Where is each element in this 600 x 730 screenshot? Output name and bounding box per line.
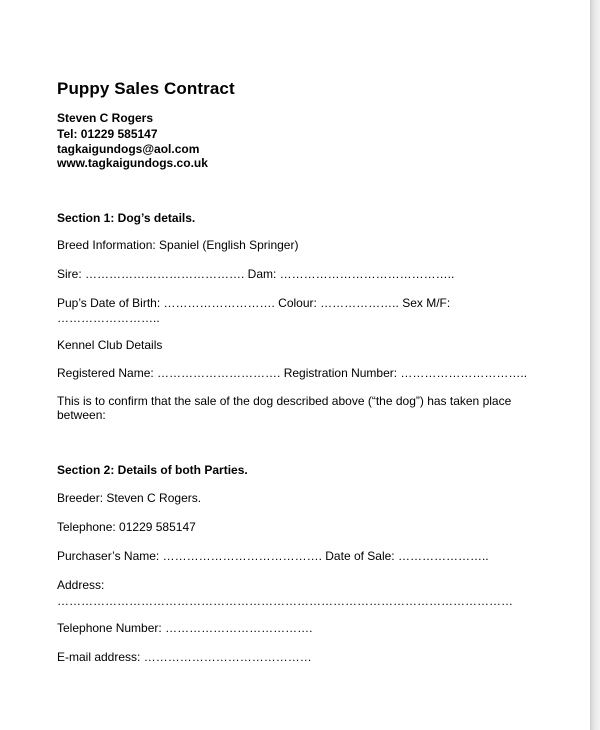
section-2-heading: Section 2: Details of both Parties. (57, 463, 248, 477)
address-label: Address: (57, 578, 105, 592)
page-edge-shadow (590, 0, 600, 730)
date-of-birth-fields: Pup’s Date of Birth: ………………………. Colour: ……………….. Sex M/F: (57, 296, 451, 310)
confirmation-statement: This is to confirm that the sale of the dog described above (“the dog”) has taken place (57, 394, 512, 408)
contact-name: Steven C Rogers (57, 111, 154, 125)
contact-email: tagkaigundogs@aol.com (57, 142, 200, 156)
sire-dam-fields: Sire: …………………………………. Dam: …………………………………….. (57, 267, 455, 281)
breeder-name: Breeder: Steven C Rogers. (57, 491, 202, 505)
contact-website: www.tagkaigundogs.co.uk (57, 156, 208, 170)
section-1-heading: Section 1: Dog’s details. (57, 211, 196, 225)
breeder-telephone: Telephone: 01229 585147 (57, 520, 196, 534)
purchaser-date-fields: Purchaser’s Name: …………………………………. Date of Sale: ………………….. (57, 549, 489, 563)
kennel-club-label: Kennel Club Details (57, 338, 163, 352)
document-title: Puppy Sales Contract (57, 79, 235, 98)
address-field: …………………………………………………………………………………………………… (57, 594, 513, 608)
breed-information: Breed Information: Spaniel (English Springer) (57, 238, 299, 252)
contact-telephone: Tel: 01229 585147 (57, 127, 158, 141)
sex-field-continuation: …………………….. (57, 311, 160, 325)
registration-fields: Registered Name: …………………………. Registration Number: ………………………….. (57, 366, 528, 380)
telephone-number-field: Telephone Number: ………………………………. (57, 621, 313, 635)
confirmation-statement-continued: between: (57, 408, 106, 422)
email-address-field: E-mail address: …………………………………… (57, 650, 312, 664)
